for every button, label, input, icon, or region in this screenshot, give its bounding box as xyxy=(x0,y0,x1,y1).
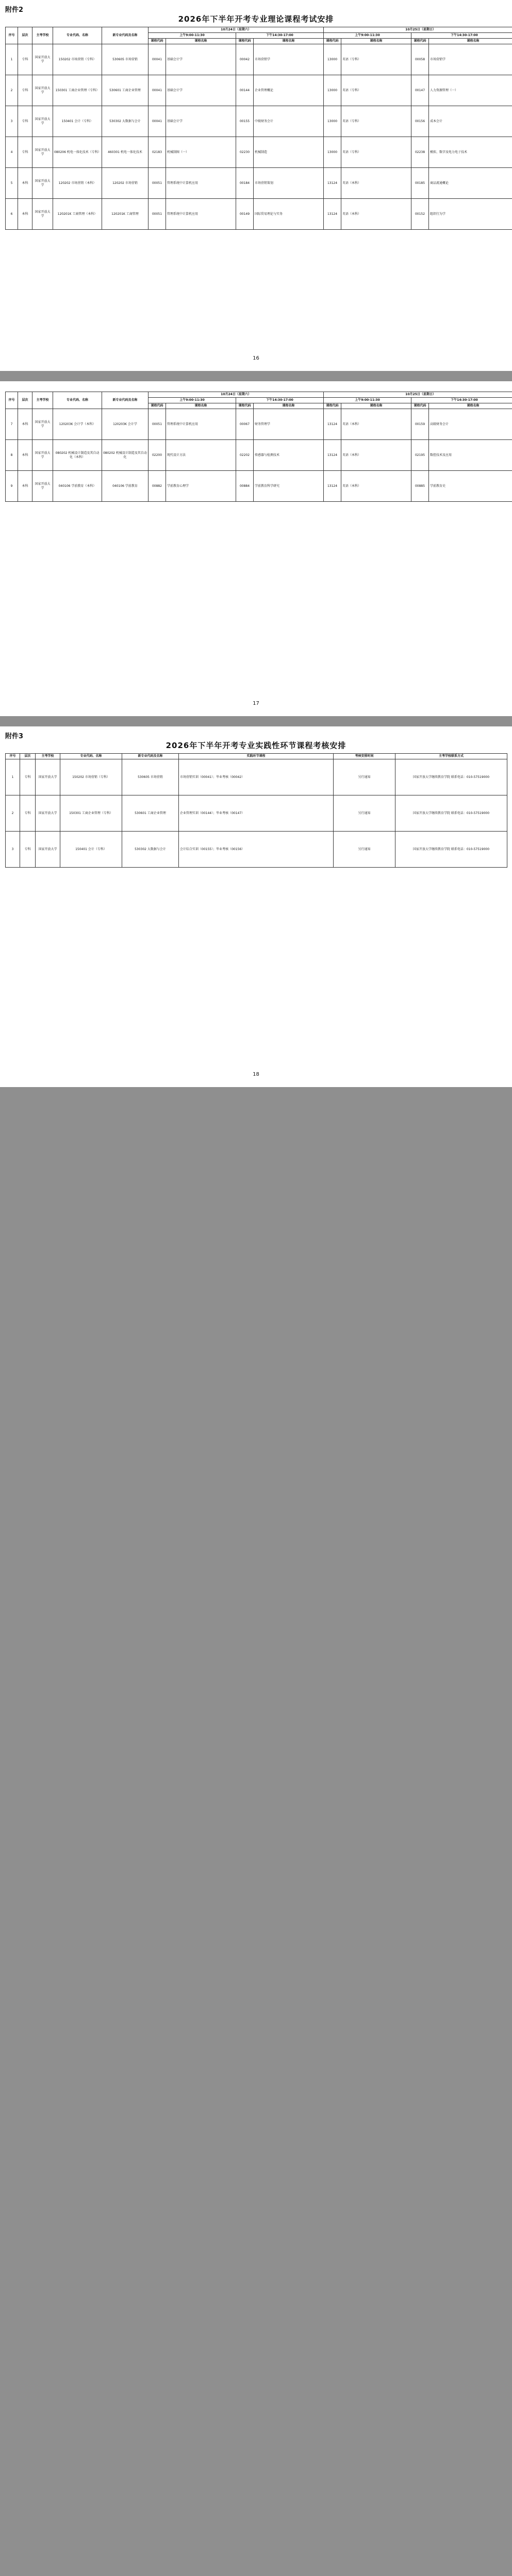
cell-contact: 国家开放大学继续教育学院 联系电话：010-57519000 xyxy=(395,795,507,832)
header-code: 课程代码 xyxy=(411,403,429,409)
cell-courses: 企业管理实训（00144）；毕业考核（00147） xyxy=(179,795,334,832)
annex-label: 附件2 xyxy=(5,6,24,14)
page-number: 17 xyxy=(253,701,259,706)
cell-n3: 英语（专科） xyxy=(341,106,411,137)
table-row xyxy=(6,409,512,440)
cell-major: 080206 机电一体化技术（专科） xyxy=(53,137,102,168)
cell-c2: 00067 xyxy=(236,409,254,440)
cell-major: 150401 会计（专科） xyxy=(53,106,102,137)
cell-school: 国家开放大学 xyxy=(32,409,53,440)
cell-school: 国家开放大学 xyxy=(32,440,53,471)
cell-c4: 00152 xyxy=(411,199,429,230)
cell-n2: 传感器与检测技术 xyxy=(254,440,324,471)
cell-n3: 英语（本科） xyxy=(341,168,411,199)
cell-new-major: 530605 市场营销 xyxy=(122,759,179,795)
cell-c1: 00051 xyxy=(148,168,166,199)
cell-c1: 02183 xyxy=(148,137,166,168)
cell-n1: 管理系统中计算机应用 xyxy=(166,199,236,230)
cell-new-major: 040106 学前教育 xyxy=(102,471,148,502)
exam-page-2 xyxy=(0,381,512,716)
cell-c2: 02202 xyxy=(236,440,254,471)
cell-n4: 数控技术及应用 xyxy=(429,440,512,471)
cell-major: 040106 学前教育（本科） xyxy=(53,471,102,502)
header-day2: 10月25日（星期日） xyxy=(324,392,512,398)
cell-school: 国家开放大学 xyxy=(32,168,53,199)
cell-school: 国家开放大学 xyxy=(32,106,53,137)
header-school: 主考学校 xyxy=(36,754,60,759)
cell-level: 专科 xyxy=(20,832,36,868)
header-course: 课程名称 xyxy=(254,39,324,44)
cell-c1: 00041 xyxy=(148,44,166,75)
table-row xyxy=(6,44,512,75)
cell-n4: 学前教育史 xyxy=(429,471,512,502)
cell-n2: 中级财务会计 xyxy=(254,106,324,137)
cell-c4: 00058 xyxy=(411,44,429,75)
cell-n3: 英语（本科） xyxy=(341,471,411,502)
cell-n4: 人力资源管理（一） xyxy=(429,75,512,106)
table-row xyxy=(6,199,512,230)
cell-level: 专科 xyxy=(20,795,36,832)
cell-c3: 13000 xyxy=(324,137,341,168)
header-day1: 10月24日（星期六） xyxy=(148,392,324,398)
header-contact: 主考学校联系方式 xyxy=(395,754,507,759)
cell-n4: 高级财务会计 xyxy=(429,409,512,440)
cell-level: 专科 xyxy=(18,137,32,168)
cell-c2: 00149 xyxy=(236,199,254,230)
cell-n2: 财务管理学 xyxy=(254,409,324,440)
header-school: 主考学校 xyxy=(32,392,53,409)
header-seq: 序号 xyxy=(6,27,18,44)
exam-schedule-table xyxy=(5,392,512,502)
header-seq: 序号 xyxy=(6,392,18,409)
cell-major: 150401 会计（专科） xyxy=(60,832,122,868)
table-row xyxy=(6,795,507,832)
cell-seq: 1 xyxy=(6,44,18,75)
cell-c3: 13124 xyxy=(324,199,341,230)
exam-schedule-table xyxy=(5,27,512,230)
cell-new-major: 120201K 工商管理 xyxy=(102,199,148,230)
header-new-major: 新专业代码及名称 xyxy=(102,27,148,44)
header-school: 主考学校 xyxy=(32,27,53,44)
cell-n4: 模拟、数字及电力电子技术 xyxy=(429,137,512,168)
cell-level: 专科 xyxy=(20,759,36,795)
header-level: 层次 xyxy=(18,392,32,409)
cell-n3: 英语（本科） xyxy=(341,199,411,230)
table-row xyxy=(6,168,512,199)
page-title: 2026年下半年开考专业理论课程考试安排 xyxy=(178,14,334,24)
cell-new-major: 460301 机电一体化技术 xyxy=(102,137,148,168)
header-level: 层次 xyxy=(18,27,32,44)
cell-seq: 2 xyxy=(6,75,18,106)
header-new-major: 新专业代码及名称 xyxy=(122,754,179,759)
header-level: 层次 xyxy=(20,754,36,759)
header-pm: 下午14:30-17:00 xyxy=(236,398,324,403)
header-code: 课程代码 xyxy=(411,39,429,44)
cell-new-major: 530302 大数据与会计 xyxy=(122,832,179,868)
cell-school: 国家开放大学 xyxy=(36,795,60,832)
table-row xyxy=(6,471,512,502)
cell-c4: 00147 xyxy=(411,75,429,106)
header-course: 课程名称 xyxy=(429,39,512,44)
cell-n4: 成本会计 xyxy=(429,106,512,137)
cell-contact: 国家开放大学继续教育学院 联系电话：010-57519000 xyxy=(395,759,507,795)
cell-school: 国家开放大学 xyxy=(32,44,53,75)
cell-major: 120201K 工商管理（本科） xyxy=(53,199,102,230)
header-am: 上午9:00-11:30 xyxy=(148,398,236,403)
cell-c3: 13124 xyxy=(324,440,341,471)
cell-n3: 英语（专科） xyxy=(341,137,411,168)
cell-contact: 国家开放大学继续教育学院 联系电话：010-57519000 xyxy=(395,832,507,868)
cell-level: 本科 xyxy=(18,471,32,502)
header-course: 课程名称 xyxy=(341,39,411,44)
header-new-major: 新专业代码及名称 xyxy=(102,392,148,409)
cell-n4: 组织行为学 xyxy=(429,199,512,230)
practice-page xyxy=(0,726,512,1087)
practice-table xyxy=(5,753,507,868)
page-number: 16 xyxy=(253,355,259,361)
cell-n3: 英语（本科） xyxy=(341,440,411,471)
page-title: 2026年下半年开考专业实践性环节课程考核安排 xyxy=(166,741,346,750)
header-course: 课程名称 xyxy=(254,403,324,409)
cell-n2: 企业管理概论 xyxy=(254,75,324,106)
cell-time: 另行通知 xyxy=(334,832,395,868)
cell-seq: 4 xyxy=(6,137,18,168)
cell-c3: 13124 xyxy=(324,409,341,440)
cell-c4: 00156 xyxy=(411,106,429,137)
cell-new-major: 530601 工商企业管理 xyxy=(122,795,179,832)
cell-seq: 3 xyxy=(6,106,18,137)
cell-courses: 会计综合实训（00155）；毕业考核（00156） xyxy=(179,832,334,868)
cell-c1: 00882 xyxy=(148,471,166,502)
cell-new-major: 120202 市场营销 xyxy=(102,168,148,199)
cell-level: 本科 xyxy=(18,168,32,199)
cell-n2: 市场营销学 xyxy=(254,44,324,75)
cell-n4: 市场营销学 xyxy=(429,44,512,75)
cell-c1: 00051 xyxy=(148,409,166,440)
cell-c2: 00155 xyxy=(236,106,254,137)
cell-major: 150202 市场营销（专科） xyxy=(53,44,102,75)
cell-c1: 00041 xyxy=(148,75,166,106)
cell-level: 专科 xyxy=(18,75,32,106)
cell-c2: 00884 xyxy=(236,471,254,502)
header-course: 课程名称 xyxy=(166,403,236,409)
cell-new-major: 080202 机械设计制造及其自动化 xyxy=(102,440,148,471)
cell-level: 专科 xyxy=(18,106,32,137)
cell-time: 另行通知 xyxy=(334,759,395,795)
cell-major: 150301 工商企业管理（专科） xyxy=(53,75,102,106)
cell-major: 120202 市场营销（本科） xyxy=(53,168,102,199)
cell-c2: 00042 xyxy=(236,44,254,75)
cell-n2: 机械制造 xyxy=(254,137,324,168)
cell-n1: 学前教育心理学 xyxy=(166,471,236,502)
cell-courses: 市场营销实训（00041）；毕业考核（00042） xyxy=(179,759,334,795)
cell-n2: 国际贸易理论与实务 xyxy=(254,199,324,230)
table-row xyxy=(6,75,512,106)
cell-school: 国家开放大学 xyxy=(36,832,60,868)
header-code: 课程代码 xyxy=(236,403,254,409)
cell-c4: 02238 xyxy=(411,137,429,168)
cell-c4: 00885 xyxy=(411,471,429,502)
header-code: 课程代码 xyxy=(236,39,254,44)
cell-school: 国家开放大学 xyxy=(32,75,53,106)
cell-c1: 02200 xyxy=(148,440,166,471)
header-seq: 序号 xyxy=(6,754,20,759)
header-major: 专业代码、名称 xyxy=(53,27,102,44)
cell-n3: 英语（本科） xyxy=(341,409,411,440)
cell-seq: 2 xyxy=(6,795,20,832)
cell-c1: 00041 xyxy=(148,106,166,137)
header-pm: 下午14:30-17:00 xyxy=(411,33,512,39)
cell-n1: 管理系统中计算机应用 xyxy=(166,409,236,440)
header-day2: 10月25日（星期日） xyxy=(324,27,512,33)
cell-seq: 3 xyxy=(6,832,20,868)
cell-school: 国家开放大学 xyxy=(36,759,60,795)
cell-c4: 00185 xyxy=(411,168,429,199)
cell-n2: 学前教育科学研究 xyxy=(254,471,324,502)
cell-n1: 基础会计学 xyxy=(166,106,236,137)
header-time: 考核安排时间 xyxy=(334,754,395,759)
table-row xyxy=(6,759,507,795)
cell-seq: 9 xyxy=(6,471,18,502)
cell-school: 国家开放大学 xyxy=(32,199,53,230)
cell-n3: 英语（专科） xyxy=(341,75,411,106)
cell-new-major: 530601 工商企业管理 xyxy=(102,75,148,106)
cell-c3: 13000 xyxy=(324,44,341,75)
cell-new-major: 530605 市场营销 xyxy=(102,44,148,75)
cell-n2: 市场营销策划 xyxy=(254,168,324,199)
cell-new-major: 530302 大数据与会计 xyxy=(102,106,148,137)
cell-school: 国家开放大学 xyxy=(32,471,53,502)
cell-seq: 5 xyxy=(6,168,18,199)
header-course: 课程名称 xyxy=(166,39,236,44)
cell-major: 120203K 会计学（本科） xyxy=(53,409,102,440)
cell-c3: 13124 xyxy=(324,471,341,502)
cell-level: 本科 xyxy=(18,440,32,471)
cell-time: 另行通知 xyxy=(334,795,395,832)
annex-label: 附件3 xyxy=(5,733,24,740)
header-code: 课程代码 xyxy=(148,39,166,44)
cell-c2: 00144 xyxy=(236,75,254,106)
cell-c2: 00184 xyxy=(236,168,254,199)
table-row xyxy=(6,440,512,471)
cell-major: 150202 市场营销（专科） xyxy=(60,759,122,795)
header-pm: 下午14:30-17:00 xyxy=(411,398,512,403)
cell-c4: 02195 xyxy=(411,440,429,471)
header-courses: 实践环节课程 xyxy=(179,754,334,759)
header-pm: 下午14:30-17:00 xyxy=(236,33,324,39)
cell-n1: 基础会计学 xyxy=(166,44,236,75)
table-row xyxy=(6,832,507,868)
cell-level: 本科 xyxy=(18,199,32,230)
header-code: 课程代码 xyxy=(324,39,341,44)
cell-n1: 现代设计方法 xyxy=(166,440,236,471)
header-major: 专业代码、名称 xyxy=(53,392,102,409)
cell-seq: 7 xyxy=(6,409,18,440)
header-am: 上午9:00-11:30 xyxy=(324,33,411,39)
cell-seq: 8 xyxy=(6,440,18,471)
cell-seq: 1 xyxy=(6,759,20,795)
cell-c3: 13000 xyxy=(324,106,341,137)
page-number: 18 xyxy=(253,1072,259,1077)
header-day1: 10月24日（星期六） xyxy=(148,27,324,33)
exam-page-1 xyxy=(0,0,512,371)
header-course: 课程名称 xyxy=(429,403,512,409)
table-row xyxy=(6,137,512,168)
cell-n4: 商品流通概论 xyxy=(429,168,512,199)
header-am: 上午9:00-11:30 xyxy=(148,33,236,39)
header-code: 课程代码 xyxy=(148,403,166,409)
exam-rows xyxy=(6,409,512,502)
table-row xyxy=(6,106,512,137)
cell-c4: 00159 xyxy=(411,409,429,440)
cell-c1: 00051 xyxy=(148,199,166,230)
cell-c3: 13000 xyxy=(324,75,341,106)
header-am: 上午9:00-11:30 xyxy=(324,398,411,403)
cell-n1: 管理系统中计算机应用 xyxy=(166,168,236,199)
cell-new-major: 120203K 会计学 xyxy=(102,409,148,440)
exam-rows xyxy=(6,44,512,230)
header-course: 课程名称 xyxy=(341,403,411,409)
practice-rows xyxy=(6,759,507,868)
cell-c2: 02230 xyxy=(236,137,254,168)
cell-level: 专科 xyxy=(18,44,32,75)
header-major: 专业代码、名称 xyxy=(60,754,122,759)
cell-major: 080202 机械设计制造及其自动化（本科） xyxy=(53,440,102,471)
cell-n1: 机械制图（一） xyxy=(166,137,236,168)
cell-school: 国家开放大学 xyxy=(32,137,53,168)
cell-seq: 6 xyxy=(6,199,18,230)
cell-n3: 英语（专科） xyxy=(341,44,411,75)
cell-n1: 基础会计学 xyxy=(166,75,236,106)
cell-level: 本科 xyxy=(18,409,32,440)
cell-c3: 13124 xyxy=(324,168,341,199)
cell-major: 150301 工商企业管理（专科） xyxy=(60,795,122,832)
header-code: 课程代码 xyxy=(324,403,341,409)
